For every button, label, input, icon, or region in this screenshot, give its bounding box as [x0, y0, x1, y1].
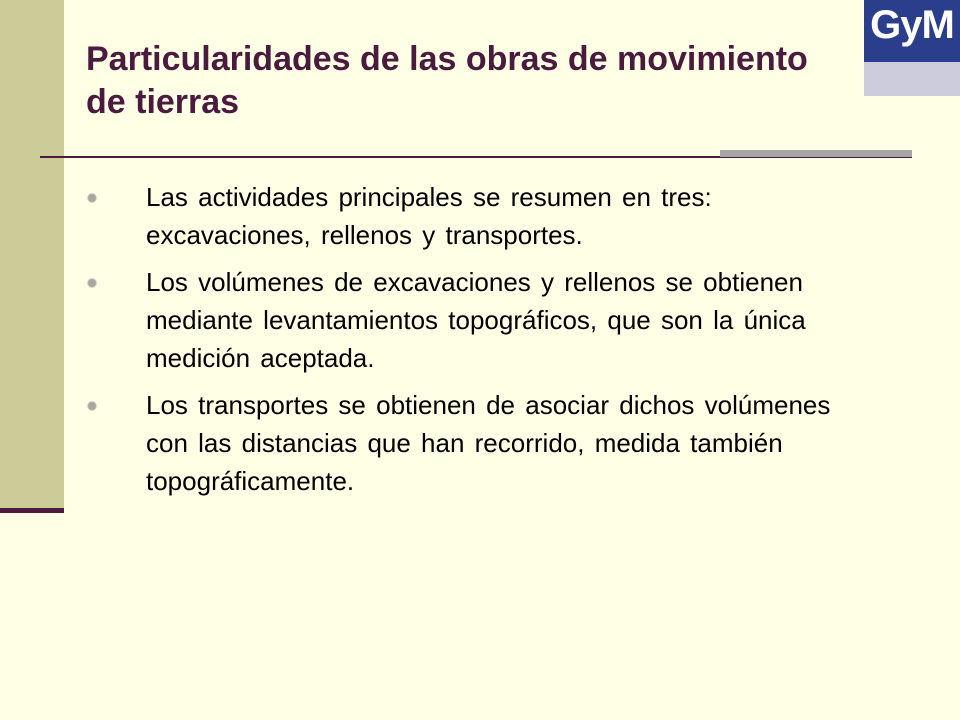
bullet-list	[88, 178, 848, 509]
bullet-dot-icon	[88, 194, 96, 202]
bullet-text: Las actividades principales se resumen en tres: excavaciones, rellenos y transportes.	[146, 182, 712, 250]
bullet-dot-icon	[88, 279, 96, 287]
logo-badge	[864, 0, 960, 62]
title-divider-accent	[720, 150, 912, 157]
company-logo	[864, 0, 960, 96]
bullet-item	[88, 263, 848, 377]
slide-title: Particularidades de las obras de movimiento de tierras	[86, 40, 808, 121]
left-accent-bar	[0, 0, 64, 510]
bullet-item	[88, 178, 848, 254]
left-bar-rule	[0, 508, 64, 513]
bullet-item	[88, 386, 848, 500]
bullet-text: Los transportes se obtienen de asociar dichos volúmenes con las distancias que han recorrido, medida también topográficamente.	[146, 390, 831, 496]
bullet-dot-icon	[88, 402, 96, 410]
logo-text: GyM	[870, 3, 954, 47]
bullet-text: Los volúmenes de excavaciones y rellenos se obtienen mediante levantamientos topográficos, que son la única medición aceptada.	[146, 267, 806, 373]
